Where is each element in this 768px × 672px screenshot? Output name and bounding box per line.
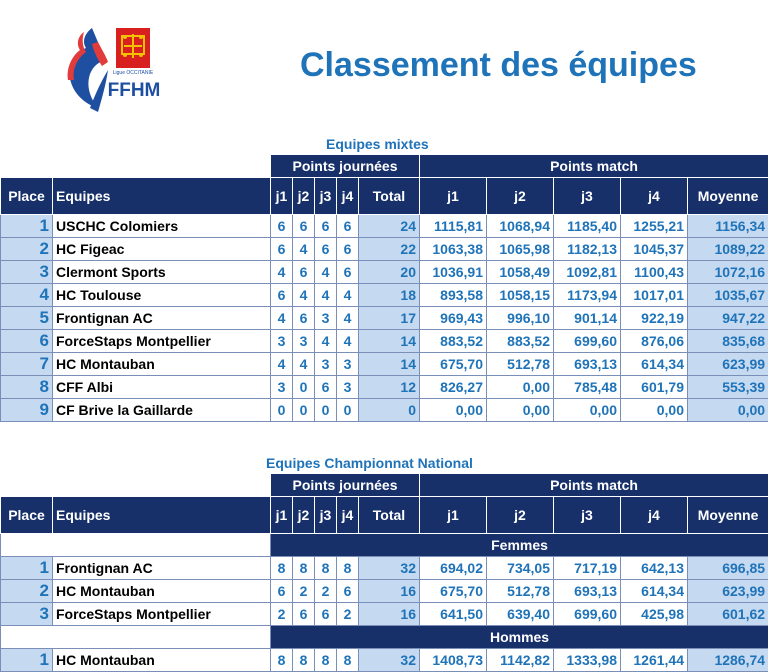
points-journee-cell: 8 bbox=[337, 649, 359, 672]
place-cell: 1 bbox=[1, 557, 53, 580]
column-header: Total bbox=[359, 178, 420, 215]
points-journee-cell: 0 bbox=[293, 399, 315, 422]
total-cell: 32 bbox=[359, 649, 420, 672]
place-cell: 6 bbox=[1, 330, 53, 353]
points-match-cell: 693,13 bbox=[554, 353, 621, 376]
total-cell: 16 bbox=[359, 580, 420, 603]
points-journee-cell: 4 bbox=[271, 307, 293, 330]
points-match-cell: 1255,21 bbox=[621, 215, 688, 238]
points-journee-cell: 3 bbox=[293, 330, 315, 353]
points-match-cell: 1173,94 bbox=[554, 284, 621, 307]
points-match-cell: 1182,13 bbox=[554, 238, 621, 261]
column-header: j4 bbox=[337, 497, 359, 534]
points-journee-cell: 6 bbox=[293, 215, 315, 238]
page-title: Classement des équipes bbox=[300, 46, 697, 85]
points-match-cell: 1408,73 bbox=[420, 649, 487, 672]
category-row bbox=[1, 534, 768, 557]
points-match-cell: 0,00 bbox=[420, 399, 487, 422]
column-header: Place bbox=[1, 497, 53, 534]
average-cell: 947,22 bbox=[688, 307, 768, 330]
column-header: j2 bbox=[487, 497, 554, 534]
team-cell: HC Toulouse bbox=[53, 284, 271, 307]
points-journee-cell: 3 bbox=[271, 376, 293, 399]
team-cell: HC Montauban bbox=[53, 580, 271, 603]
points-journee-cell: 8 bbox=[293, 649, 315, 672]
national-teams-table bbox=[0, 473, 768, 672]
points-journee-cell: 6 bbox=[293, 307, 315, 330]
points-match-cell: 734,05 bbox=[487, 557, 554, 580]
points-match-cell: 0,00 bbox=[554, 399, 621, 422]
table-row bbox=[1, 238, 768, 261]
points-journee-cell: 4 bbox=[293, 353, 315, 376]
table-row bbox=[1, 399, 768, 422]
points-match-cell: 693,13 bbox=[554, 580, 621, 603]
column-header: j3 bbox=[315, 497, 337, 534]
group-points-journees: Points journées bbox=[271, 474, 420, 497]
points-journee-cell: 4 bbox=[315, 261, 337, 284]
points-match-cell: 883,52 bbox=[420, 330, 487, 353]
team-cell: Frontignan AC bbox=[53, 557, 271, 580]
points-journee-cell: 0 bbox=[315, 399, 337, 422]
table-row bbox=[1, 307, 768, 330]
points-match-cell: 699,60 bbox=[554, 603, 621, 626]
points-match-cell: 996,10 bbox=[487, 307, 554, 330]
total-cell: 14 bbox=[359, 330, 420, 353]
column-header: Moyenne bbox=[688, 178, 768, 215]
table-row bbox=[1, 353, 768, 376]
mixed-teams-table bbox=[0, 154, 768, 422]
points-journee-cell: 6 bbox=[315, 376, 337, 399]
category-row bbox=[1, 626, 768, 649]
total-cell: 17 bbox=[359, 307, 420, 330]
points-journee-cell: 6 bbox=[315, 603, 337, 626]
points-match-cell: 717,19 bbox=[554, 557, 621, 580]
team-cell: USCHC Colomiers bbox=[53, 215, 271, 238]
national-section-title: Equipes Championnat National bbox=[266, 455, 473, 471]
points-journee-cell: 8 bbox=[315, 649, 337, 672]
points-match-cell: 1100,43 bbox=[621, 261, 688, 284]
points-journee-cell: 6 bbox=[315, 238, 337, 261]
column-header: j4 bbox=[621, 497, 688, 534]
total-cell: 20 bbox=[359, 261, 420, 284]
column-header: Equipes bbox=[53, 497, 271, 534]
total-cell: 18 bbox=[359, 284, 420, 307]
column-header: j3 bbox=[315, 178, 337, 215]
place-cell: 3 bbox=[1, 603, 53, 626]
column-header: j4 bbox=[337, 178, 359, 215]
points-match-cell: 1045,37 bbox=[621, 238, 688, 261]
average-cell: 835,68 bbox=[688, 330, 768, 353]
points-journee-cell: 6 bbox=[271, 284, 293, 307]
column-header: j1 bbox=[420, 497, 487, 534]
points-match-cell: 425,98 bbox=[621, 603, 688, 626]
column-header: j2 bbox=[293, 178, 315, 215]
points-journee-cell: 4 bbox=[337, 307, 359, 330]
place-cell: 7 bbox=[1, 353, 53, 376]
column-header: j1 bbox=[271, 497, 293, 534]
points-match-cell: 614,34 bbox=[621, 353, 688, 376]
points-journee-cell: 6 bbox=[293, 603, 315, 626]
points-journee-cell: 6 bbox=[271, 215, 293, 238]
group-header-row bbox=[1, 155, 768, 178]
points-journee-cell: 3 bbox=[337, 353, 359, 376]
points-match-cell: 1063,38 bbox=[420, 238, 487, 261]
total-cell: 0 bbox=[359, 399, 420, 422]
total-cell: 22 bbox=[359, 238, 420, 261]
points-journee-cell: 3 bbox=[337, 376, 359, 399]
header-spacer bbox=[1, 474, 271, 497]
column-header: j3 bbox=[554, 178, 621, 215]
team-cell: CFF Albi bbox=[53, 376, 271, 399]
points-match-cell: 1058,15 bbox=[487, 284, 554, 307]
points-match-cell: 922,19 bbox=[621, 307, 688, 330]
points-match-cell: 1036,91 bbox=[420, 261, 487, 284]
points-journee-cell: 3 bbox=[271, 330, 293, 353]
total-cell: 32 bbox=[359, 557, 420, 580]
rooster-logo-icon bbox=[62, 22, 168, 114]
points-journee-cell: 8 bbox=[337, 557, 359, 580]
points-journee-cell: 8 bbox=[271, 649, 293, 672]
table-row bbox=[1, 330, 768, 353]
points-journee-cell: 0 bbox=[293, 376, 315, 399]
category-spacer bbox=[1, 626, 271, 649]
team-cell: ForceStaps Montpellier bbox=[53, 603, 271, 626]
points-journee-cell: 6 bbox=[271, 580, 293, 603]
total-cell: 24 bbox=[359, 215, 420, 238]
points-match-cell: 1017,01 bbox=[621, 284, 688, 307]
place-cell: 1 bbox=[1, 215, 53, 238]
points-match-cell: 0,00 bbox=[487, 376, 554, 399]
points-journee-cell: 4 bbox=[337, 330, 359, 353]
points-journee-cell: 2 bbox=[337, 603, 359, 626]
total-cell: 16 bbox=[359, 603, 420, 626]
category-spacer bbox=[1, 534, 271, 557]
points-journee-cell: 4 bbox=[271, 353, 293, 376]
table-row bbox=[1, 603, 768, 626]
points-journee-cell: 4 bbox=[315, 284, 337, 307]
table-row bbox=[1, 376, 768, 399]
points-match-cell: 694,02 bbox=[420, 557, 487, 580]
place-cell: 5 bbox=[1, 307, 53, 330]
points-match-cell: 1115,81 bbox=[420, 215, 487, 238]
column-header-row bbox=[1, 178, 768, 215]
column-header: j4 bbox=[621, 178, 688, 215]
column-header: Moyenne bbox=[688, 497, 768, 534]
points-match-cell: 0,00 bbox=[621, 399, 688, 422]
team-cell: HC Montauban bbox=[53, 649, 271, 672]
column-header: j2 bbox=[487, 178, 554, 215]
team-cell: HC Figeac bbox=[53, 238, 271, 261]
points-match-cell: 699,60 bbox=[554, 330, 621, 353]
average-cell: 553,39 bbox=[688, 376, 768, 399]
group-points-match: Points match bbox=[420, 474, 768, 497]
team-cell: HC Montauban bbox=[53, 353, 271, 376]
points-journee-cell: 8 bbox=[271, 557, 293, 580]
category-label: Hommes bbox=[271, 626, 768, 649]
team-cell: ForceStaps Montpellier bbox=[53, 330, 271, 353]
table-row bbox=[1, 215, 768, 238]
points-journee-cell: 0 bbox=[271, 399, 293, 422]
points-match-cell: 1185,40 bbox=[554, 215, 621, 238]
column-header-row bbox=[1, 497, 768, 534]
points-match-cell: 512,78 bbox=[487, 580, 554, 603]
points-journee-cell: 6 bbox=[293, 261, 315, 284]
average-cell: 696,85 bbox=[688, 557, 768, 580]
column-header: Place bbox=[1, 178, 53, 215]
points-match-cell: 1065,98 bbox=[487, 238, 554, 261]
column-header: Total bbox=[359, 497, 420, 534]
average-cell: 1072,16 bbox=[688, 261, 768, 284]
points-journee-cell: 3 bbox=[315, 353, 337, 376]
group-points-match: Points match bbox=[420, 155, 768, 178]
table-row bbox=[1, 580, 768, 603]
points-journee-cell: 8 bbox=[293, 557, 315, 580]
place-cell: 1 bbox=[1, 649, 53, 672]
points-match-cell: 1333,98 bbox=[554, 649, 621, 672]
average-cell: 1286,74 bbox=[688, 649, 768, 672]
table-row bbox=[1, 284, 768, 307]
ffhm-logo bbox=[62, 22, 168, 114]
points-match-cell: 1058,49 bbox=[487, 261, 554, 284]
place-cell: 4 bbox=[1, 284, 53, 307]
place-cell: 8 bbox=[1, 376, 53, 399]
team-cell: Clermont Sports bbox=[53, 261, 271, 284]
average-cell: 623,99 bbox=[688, 580, 768, 603]
points-journee-cell: 0 bbox=[337, 399, 359, 422]
points-match-cell: 969,43 bbox=[420, 307, 487, 330]
points-match-cell: 826,27 bbox=[420, 376, 487, 399]
header-spacer bbox=[1, 155, 271, 178]
mixed-section-title: Equipes mixtes bbox=[326, 136, 429, 152]
points-journee-cell: 4 bbox=[293, 238, 315, 261]
average-cell: 1035,67 bbox=[688, 284, 768, 307]
logo-sub-text: Ligue OCCITANIE bbox=[113, 70, 154, 76]
points-match-cell: 876,06 bbox=[621, 330, 688, 353]
table-row bbox=[1, 649, 768, 672]
column-header: j2 bbox=[293, 497, 315, 534]
column-header: Equipes bbox=[53, 178, 271, 215]
place-cell: 3 bbox=[1, 261, 53, 284]
points-match-cell: 614,34 bbox=[621, 580, 688, 603]
average-cell: 1089,22 bbox=[688, 238, 768, 261]
place-cell: 2 bbox=[1, 238, 53, 261]
column-header: j1 bbox=[420, 178, 487, 215]
group-header-row bbox=[1, 474, 768, 497]
average-cell: 0,00 bbox=[688, 399, 768, 422]
total-cell: 12 bbox=[359, 376, 420, 399]
points-journee-cell: 6 bbox=[271, 238, 293, 261]
points-journee-cell: 4 bbox=[271, 261, 293, 284]
points-journee-cell: 6 bbox=[337, 261, 359, 284]
category-label: Femmes bbox=[271, 534, 768, 557]
column-header: j3 bbox=[554, 497, 621, 534]
points-match-cell: 785,48 bbox=[554, 376, 621, 399]
points-journee-cell: 6 bbox=[337, 238, 359, 261]
points-match-cell: 893,58 bbox=[420, 284, 487, 307]
points-journee-cell: 2 bbox=[271, 603, 293, 626]
points-journee-cell: 6 bbox=[337, 580, 359, 603]
points-match-cell: 641,50 bbox=[420, 603, 487, 626]
points-journee-cell: 3 bbox=[315, 307, 337, 330]
points-match-cell: 1068,94 bbox=[487, 215, 554, 238]
points-match-cell: 675,70 bbox=[420, 580, 487, 603]
points-match-cell: 0,00 bbox=[487, 399, 554, 422]
group-points-journees: Points journées bbox=[271, 155, 420, 178]
column-header: j1 bbox=[271, 178, 293, 215]
points-journee-cell: 6 bbox=[337, 215, 359, 238]
team-cell: CF Brive la Gaillarde bbox=[53, 399, 271, 422]
points-match-cell: 675,70 bbox=[420, 353, 487, 376]
points-journee-cell: 6 bbox=[315, 215, 337, 238]
points-journee-cell: 2 bbox=[293, 580, 315, 603]
points-journee-cell: 4 bbox=[337, 284, 359, 307]
place-cell: 9 bbox=[1, 399, 53, 422]
team-cell: Frontignan AC bbox=[53, 307, 271, 330]
points-match-cell: 639,40 bbox=[487, 603, 554, 626]
points-journee-cell: 4 bbox=[315, 330, 337, 353]
points-match-cell: 601,79 bbox=[621, 376, 688, 399]
logo-text: FFHM bbox=[108, 80, 161, 101]
average-cell: 601,62 bbox=[688, 603, 768, 626]
table-row bbox=[1, 261, 768, 284]
points-journee-cell: 8 bbox=[315, 557, 337, 580]
points-journee-cell: 4 bbox=[293, 284, 315, 307]
points-match-cell: 642,13 bbox=[621, 557, 688, 580]
points-match-cell: 901,14 bbox=[554, 307, 621, 330]
place-cell: 2 bbox=[1, 580, 53, 603]
points-match-cell: 1261,44 bbox=[621, 649, 688, 672]
points-match-cell: 883,52 bbox=[487, 330, 554, 353]
points-match-cell: 512,78 bbox=[487, 353, 554, 376]
points-journee-cell: 2 bbox=[315, 580, 337, 603]
average-cell: 1156,34 bbox=[688, 215, 768, 238]
average-cell: 623,99 bbox=[688, 353, 768, 376]
total-cell: 14 bbox=[359, 353, 420, 376]
points-match-cell: 1142,82 bbox=[487, 649, 554, 672]
table-row bbox=[1, 557, 768, 580]
points-match-cell: 1092,81 bbox=[554, 261, 621, 284]
